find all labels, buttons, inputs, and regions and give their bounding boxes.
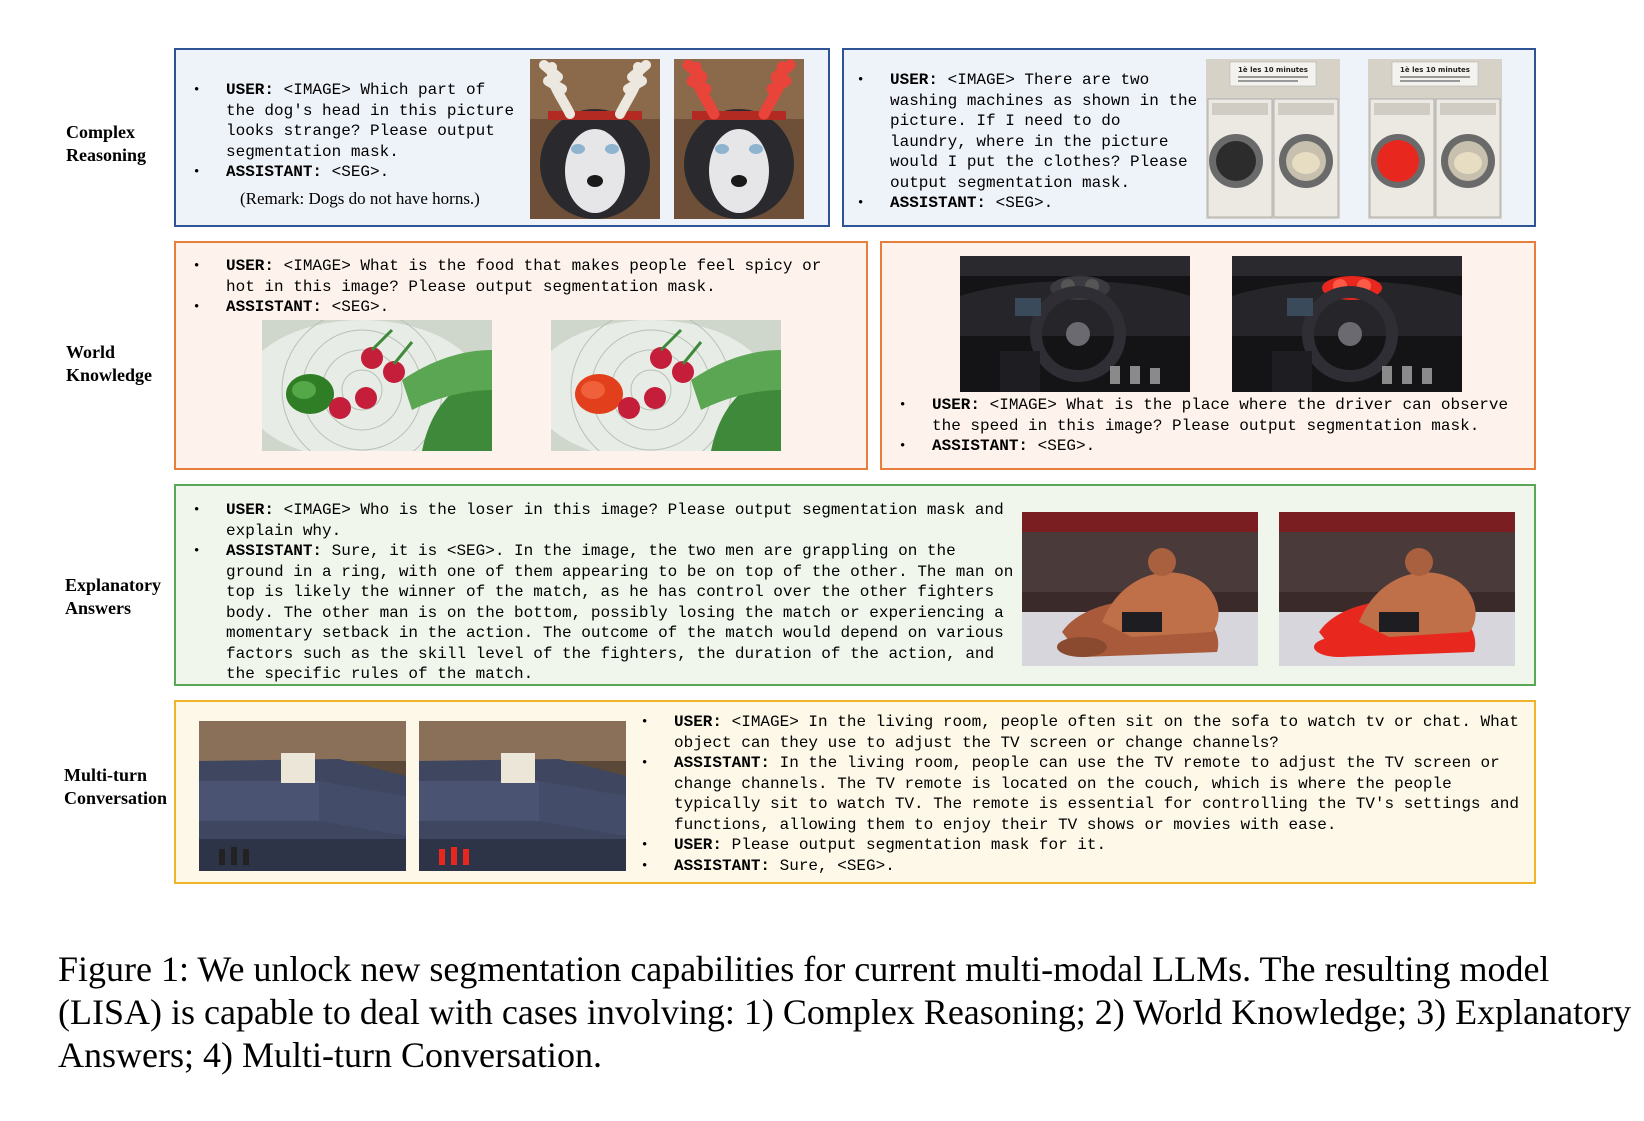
dialogue-turn-assistant: • ASSISTANT: <SEG>. bbox=[894, 436, 1534, 457]
dialogue-turn-user: • USER: Please output segmentation mask for it. bbox=[636, 835, 1526, 856]
dialogue-food bbox=[188, 256, 848, 318]
food-image-original bbox=[262, 320, 492, 451]
dialogue-turn-assistant: • ASSISTANT: Sure, <SEG>. bbox=[636, 856, 1526, 877]
dialogue-turn-user: • USER: <IMAGE> What is the place where the driver can observe the speed in this image? Please output segmentation mask. bbox=[894, 395, 1534, 436]
row-label-world-knowledge: World Knowledge bbox=[66, 342, 153, 385]
washer-sign-text: 1è les 10 minutes bbox=[1400, 66, 1470, 74]
dialogue-sofa bbox=[636, 712, 1526, 876]
car-image-segmented bbox=[1232, 256, 1462, 392]
car-image-original bbox=[960, 256, 1190, 392]
washer-image-original bbox=[1206, 59, 1340, 219]
figure-caption: Figure 1: We unlock new segmentation capabilities for current multi-modal LLMs. The resulting model (LISA) is capable to deal with cases involving: 1) Complex Reasoning; 2) World Knowledge; 3) Explanatory Answers; 4) Multi-turn Conversation. bbox=[58, 949, 1632, 1075]
fight-image-original bbox=[1022, 512, 1258, 666]
dog-image-original bbox=[530, 59, 660, 219]
panel-car-dashboard bbox=[880, 241, 1536, 470]
dialogue-fight bbox=[188, 500, 1018, 685]
dog-image-segmented bbox=[674, 59, 804, 219]
dialogue-turn-assistant: • ASSISTANT: <SEG>. bbox=[188, 297, 848, 318]
dialogue-turn-user: • USER: <IMAGE> Who is the loser in this image? Please output segmentation mask and explain why. bbox=[188, 500, 1018, 541]
dialogue-dog bbox=[188, 80, 518, 183]
panel-fight-explanation bbox=[174, 484, 1536, 686]
dialogue-turn-assistant: • ASSISTANT: <SEG>. bbox=[188, 162, 518, 183]
fight-image-segmented bbox=[1279, 512, 1515, 666]
panel-sofa-conversation bbox=[174, 700, 1536, 884]
washer-image-segmented bbox=[1368, 59, 1502, 219]
dialogue-turn-user: • USER: <IMAGE> Which part of the dog's head in this picture looks strange? Please output segmentation mask. bbox=[188, 80, 518, 162]
dialogue-car bbox=[894, 395, 1534, 457]
dialogue-turn-user: • USER: <IMAGE> In the living room, people often sit on the sofa to watch tv or chat. What object can they use to adjust the TV screen or change channels? bbox=[636, 712, 1526, 753]
dialogue-turn-user: • USER: <IMAGE> What is the food that makes people feel spicy or hot in this image? Please output segmentation mask. bbox=[188, 256, 848, 297]
row-label-explanatory-answers: Explanatory Answers bbox=[65, 575, 162, 618]
food-image-segmented bbox=[551, 320, 781, 451]
panel-washing-machines bbox=[842, 48, 1536, 227]
panel-spicy-food bbox=[174, 241, 868, 470]
sofa-image-original bbox=[199, 721, 406, 871]
dialogue-turn-assistant: • ASSISTANT: In the living room, people can use the TV remote to adjust the TV screen or change channels. The TV remote is located on the couch, which is where the people typically sit to watch TV. The remote is essential for controlling the TV's settings and functions, allowing them to enjoy their TV shows or movies with ease. bbox=[636, 753, 1526, 835]
dialogue-turn-user: • USER: <IMAGE> There are two washing machines as shown in the picture. If I need to do laundry, where in the picture would I put the clothes? Please output segmentation mask. bbox=[852, 70, 1200, 193]
dialogue-turn-assistant: • ASSISTANT: <SEG>. bbox=[852, 193, 1200, 214]
remark-note: (Remark: Dogs do not have horns.) bbox=[240, 189, 480, 208]
sofa-image-segmented bbox=[419, 721, 626, 871]
panel-dog-horns bbox=[174, 48, 830, 227]
dialogue-turn-assistant: • ASSISTANT: Sure, it is <SEG>. In the image, the two men are grappling on the ground in a ring, with one of them appearing to be on top of the other. The man on top is likely the winner of the match, as he has control over the other fighters body. The other man is on the bottom, possibly losing the match or experiencing a momentary setback in the action. The outcome of the match would depend on various factors such as the skill level of the fighters, the duration of the action, and the specific rules of the match. bbox=[188, 541, 1018, 685]
row-label-complex-reasoning: Complex Reasoning bbox=[66, 122, 147, 165]
dialogue-washer bbox=[852, 70, 1200, 214]
washer-sign-text: 1è les 10 minutes bbox=[1238, 66, 1308, 74]
row-label-multi-turn-conversation: Multi-turn Conversation bbox=[64, 765, 167, 808]
